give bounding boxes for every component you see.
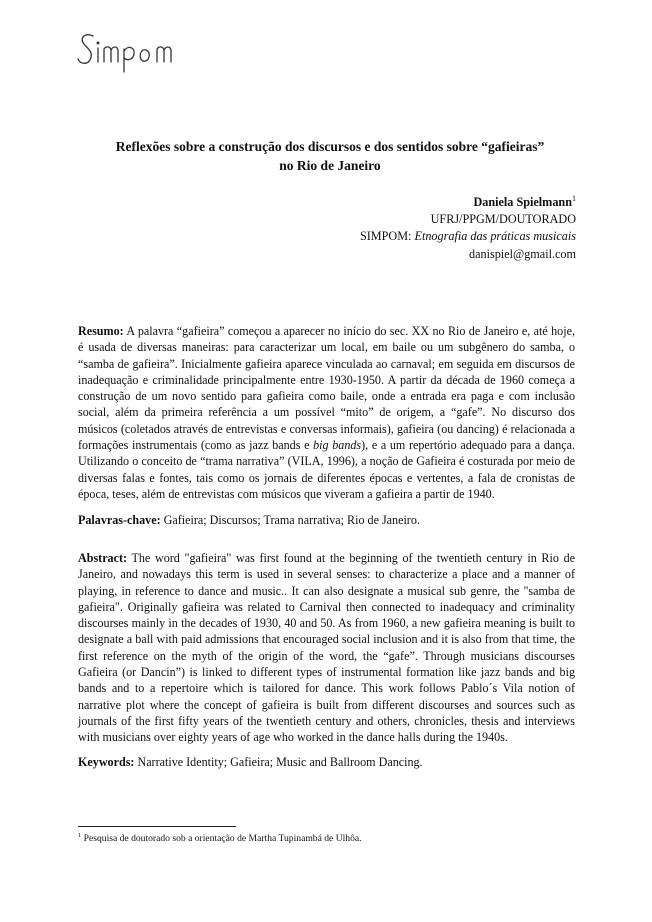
resumo-paragraph: [78, 323, 575, 502]
simpom-logo: [76, 30, 180, 74]
author-email: danispiel@gmail.com: [468, 246, 576, 261]
event-track: Etnografia das práticas musicais: [414, 229, 576, 244]
event-prefix: SIMPOM:: [359, 229, 415, 244]
abstract-paragraph: [78, 550, 575, 746]
palavras-chave-paragraph: [78, 512, 575, 528]
abstract-text: The word "gafieira" was first found at the beginning of the twentieth century in Rio de Janeiro, and nowadays this term is used in several senses: to characterize a place and a manner of playing, in reference to dance and music.. It can also designate a musical sub genre, the "samba de gafieira". Originally gafieira was related to Carnival then connected to inadequacy and criminality discourses mainly in the decades of 1930, 40 and 50. As from 1960, a new gafieira meaning is built to designate a ball with paid admissions that encouraged social inclusion and it is also from that time, the first reference on the myth of the origin of the word, the “gafe”. Through musicians discourses Gafieira (or Dancin”) is linked to different types of instrumental formation like jazz bands and big bands and to a repertoire which is tailored for dance. This work follows Pablo´s Vila notion of narrative plot where the concept of gafieira is built from different discourses and sources such as journals of the first fifty years of the twentieth century and others, chronicles, thesis and interviews with musicians over eighty years of age who worked in the dance halls during the 1940s.: [78, 551, 575, 745]
footnote-divider: [78, 826, 236, 827]
palavras-chave-text: Gafieira; Discursos; Trama narrativa; Rio de Janeiro.: [160, 513, 420, 527]
author-block: [176, 194, 576, 263]
author-name-line: [176, 194, 576, 211]
footnote-mark: 1: [78, 832, 82, 839]
paper-title: [70, 137, 590, 175]
resumo-text-b: ), e a um repertório adequado para a dança. Utilizando o conceito de “trama narrativa” (VILA, 1996), a noção de Gafieira é costurada por meio de diversas falas e fontes, tais como os jornais de diferentes épocas e vertentes, a fala de cronistas de época, teses, além de entrevistas com músicos que viveram a gafieira a partir de 1940.: [78, 438, 576, 501]
author-footnote-mark: 1: [572, 193, 576, 203]
simpom-logo-icon: [76, 30, 180, 74]
author-name: Daniela Spielmann: [473, 195, 572, 209]
resumo-text-a: A palavra “gafieira” começou a aparecer no início do sec. XX no Rio de Janeiro e, até hoje, é usada de diversas maneiras: para caracterizar um local, em baile ou um subgênero do samba, o “samba de gafieira”. Inicialmente gafieira aparece vinculada ao carnaval; em seguida em discursos de inadequação e criminalidade principalmente entre 1930-1950. A partir da década de 1960 começa a construção de um novo sentido para gafieira como baile, onde a entrada era paga e com inclusão social, além da primeira referência a um possível “mito” de origem, a “gafe”. No discurso dos músicos (coletados através de entrevistas e conversas informais), gafieira (ou dancing) é relacionada a formações instrumentais (como as jazz bands e: [78, 324, 575, 453]
keywords-paragraph: [78, 754, 575, 770]
author-event: [176, 228, 576, 245]
resumo-text-em: big bands: [313, 438, 362, 453]
resumo-label: Resumo:: [78, 324, 124, 338]
paper-title-line-1: Reflexões sobre a construção dos discursos e dos sentidos sobre “gafieiras”: [115, 139, 545, 154]
footnote-text: Pesquisa de doutorado sob a orientação de Martha Tupinambá de Ulhôa.: [81, 833, 362, 845]
keywords-text: Narrative Identity; Gafieira; Music and Ballroom Dancing.: [134, 755, 423, 769]
footnote: [78, 829, 362, 845]
author-affiliation: UFRJ/PPGM/DOUTORADO: [430, 212, 576, 227]
paper-title-line-2: no Rio de Janeiro: [279, 158, 381, 173]
abstract-label: Abstract:: [78, 551, 128, 565]
keywords-label: Keywords:: [78, 755, 135, 769]
palavras-chave-label: Palavras-chave:: [78, 513, 161, 527]
